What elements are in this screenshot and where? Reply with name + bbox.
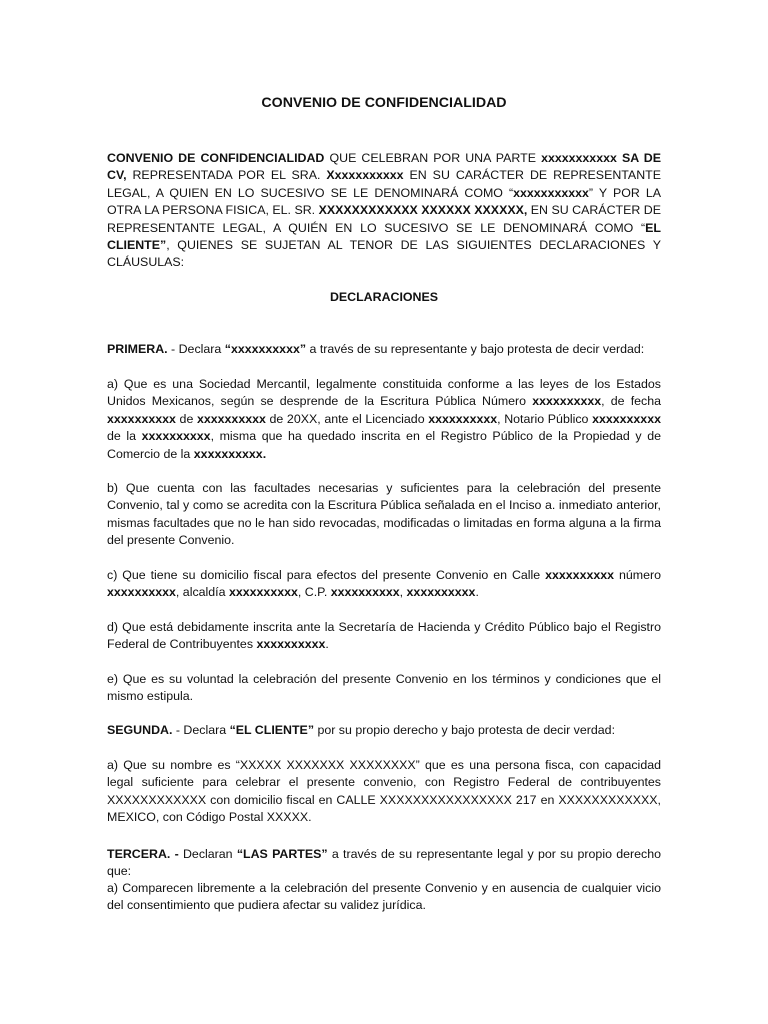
primera-party: “xxxxxxxxxx” bbox=[224, 342, 307, 356]
tercera-text: a través de su representante legal y por su propio derecho que: bbox=[107, 847, 662, 879]
primera-label: PRIMERA. bbox=[107, 342, 168, 356]
primera-clause-c bbox=[107, 567, 661, 602]
primera-clause-a bbox=[107, 376, 661, 463]
primera-heading bbox=[107, 341, 661, 358]
intro-paragraph bbox=[107, 150, 661, 272]
placeholder-value: xxxxxxxxxx bbox=[532, 394, 602, 409]
segunda-text: - Declara bbox=[172, 723, 230, 737]
placeholder-value: xxxxxxxxxx bbox=[545, 568, 615, 582]
intro-client-name: XXXXXXXXXXXX XXXXXX XXXXXX, bbox=[318, 203, 528, 218]
clause-text: , C.P. bbox=[297, 585, 331, 600]
placeholder-value: xxxxxxxxxx bbox=[196, 411, 266, 426]
placeholder-value: xxxxxxxxxx bbox=[141, 429, 211, 444]
segunda-heading bbox=[107, 722, 661, 739]
segunda-party: “EL CLIENTE” bbox=[229, 723, 315, 737]
clause-text: de bbox=[175, 411, 197, 426]
placeholder-value: xxxxxxxxxx bbox=[256, 637, 326, 652]
primera-clause-b bbox=[107, 480, 661, 550]
clause-text: a) Que es una Sociedad Mercantil, legalmente constituida conforme a las leyes de los Estados Unidos Mexicanos, según se desprende de la Escritura Pública Número bbox=[107, 377, 661, 409]
clause-text: de 20XX, ante el Licenciado bbox=[265, 411, 429, 426]
clause-text: . bbox=[325, 637, 329, 652]
clause-text: e) Que es su voluntad la celebración del presente Convenio en los términos y condiciones que el mismo estipula. bbox=[107, 672, 661, 704]
intro-text: REPRESENTADA POR EL SRA. bbox=[126, 168, 327, 183]
placeholder-value: xxxxxxxxxx bbox=[107, 411, 176, 426]
intro-client-alias: EL CLIENTE” bbox=[107, 220, 661, 253]
clause-text: a) Comparecen libremente a la celebración del presente Convenio y en ausencia de cualquier vicio del consentimiento que pudiera afectar su validez jurídica. bbox=[107, 881, 661, 913]
tercera-label: TERCERA. - bbox=[107, 847, 179, 861]
primera-clause-e bbox=[107, 671, 661, 706]
intro-bold-title: CONVENIO DE CONFIDENCIALIDAD bbox=[107, 151, 325, 165]
tercera-heading bbox=[107, 846, 661, 881]
primera-text: - Declara bbox=[167, 342, 225, 356]
declaraciones-heading: DECLARACIONES bbox=[329, 290, 439, 304]
intro-text: EN SU CARÁCTER DE REPRESENTANTE LEGAL, A QUIÉN EN LO SUCESIVO SE LE DENOMINARÁ COMO “ bbox=[107, 203, 661, 235]
clause-text: , alcaldía bbox=[175, 585, 229, 600]
primera-text: a través de su representante y bajo protesta de decir verdad: bbox=[306, 342, 645, 356]
tercera-text: Declaran bbox=[178, 847, 237, 861]
primera-clause-d bbox=[107, 619, 661, 654]
intro-text: , QUIENES SE SUJETAN AL TENOR DE LAS SIGUIENTES DECLARACIONES Y CLÁUSULAS: bbox=[107, 238, 661, 270]
placeholder-value: xxxxxxxxxx bbox=[228, 585, 298, 600]
placeholder-value: xxxxxxxxxx bbox=[592, 411, 661, 426]
intro-text: EN SU CARÁCTER DE REPRESENTANTE LEGAL, A QUIEN EN LO SUCESIVO SE LE DENOMINARÁ COMO “ bbox=[107, 168, 661, 200]
intro-company: xxxxxxxxxxx SA DE CV, bbox=[107, 151, 662, 183]
intro-alias: xxxxxxxxxxx bbox=[513, 185, 589, 200]
clause-text: b) Que cuenta con las facultades necesarias y suficientes para la celebración del presente Convenio, tal y como se acredita con la Escritura Pública señalada en el Inciso a. inmediato anterior, mismas facultades que no le han sido revocadas, modificadas o limitadas en forma alguna a la firma del presente Convenio. bbox=[107, 481, 661, 548]
placeholder-value: xxxxxxxxxx bbox=[330, 585, 400, 600]
clause-text: d) Que está debidamente inscrita ante la Secretaría de Hacienda y Crédito Público bajo el Registro Federal de Contribuyentes bbox=[107, 620, 661, 652]
clause-text: c) Que tiene su domicilio fiscal para efectos del presente Convenio en Calle bbox=[107, 568, 546, 582]
intro-text: QUE CELEBRAN POR UNA PARTE bbox=[324, 151, 542, 165]
document-title: CONVENIO DE CONFIDENCIALIDAD bbox=[261, 95, 507, 111]
intro-text: ” Y POR LA OTRA LA PERSONA FISICA, EL. SR. bbox=[107, 185, 662, 218]
clause-text: , de fecha bbox=[601, 394, 662, 409]
segunda-label: SEGUNDA. bbox=[107, 723, 173, 737]
placeholder-value: xxxxxxxxxx bbox=[428, 411, 498, 426]
clause-text: , misma que ha quedado inscrita en el Registro Público de la Propiedad y de Comercio de la bbox=[107, 429, 661, 461]
placeholder-value: xxxxxxxxxx bbox=[406, 585, 476, 600]
clause-text: de la bbox=[107, 429, 142, 444]
clause-text: número bbox=[614, 568, 661, 582]
segunda-clause-a bbox=[107, 757, 661, 827]
clause-text: , Notario Público bbox=[497, 411, 593, 426]
placeholder-value: xxxxxxxxxx. bbox=[193, 446, 267, 461]
tercera-party: “LAS PARTES” bbox=[236, 847, 328, 861]
intro-representative: Xxxxxxxxxxx bbox=[326, 168, 404, 183]
clause-text: , bbox=[399, 585, 407, 600]
clause-text: . bbox=[475, 585, 479, 600]
segunda-text: por su propio derecho y bajo protesta de decir verdad: bbox=[314, 723, 616, 737]
tercera-clause-a bbox=[107, 880, 661, 915]
clause-text: a) Que su nombre es “XXXXX XXXXXXX XXXXXXXX” que es una persona fisca, con capacidad legal suficiente para celebrar el presente convenio, con Registro Federal de contribuyentes XXXXXXXXXXXX con domicilio fiscal en CALLE XXXXXXXXXXXXXXXX 217 en XXXXXXXXXXXX, MEXICO, con Código Postal XXXXX. bbox=[107, 758, 661, 825]
placeholder-value: xxxxxxxxxx bbox=[107, 585, 176, 600]
